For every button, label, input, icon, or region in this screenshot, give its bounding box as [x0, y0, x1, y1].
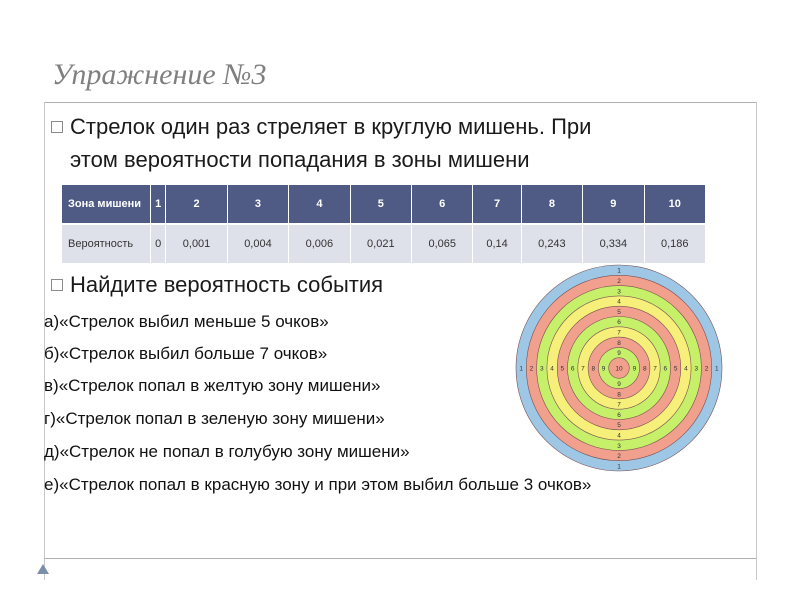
table-cell: 5 — [350, 185, 411, 224]
bullet-icon — [51, 121, 63, 133]
ring-label: 2 — [617, 277, 621, 285]
intro-text-line1: Стрелок один раз стреляет в круглую мишень. При — [70, 114, 592, 139]
table-cell: 0,001 — [166, 224, 227, 263]
ring-label: 1 — [617, 463, 621, 471]
ring-label: 4 — [684, 365, 688, 373]
ring-label: 4 — [550, 365, 554, 373]
ring-label: 9 — [617, 350, 621, 358]
table-row — [62, 224, 706, 263]
table-cell: 0,186 — [644, 224, 705, 263]
right-frame-line — [756, 102, 757, 580]
ring-label: 1 — [715, 365, 719, 373]
ring-label: 9 — [632, 365, 637, 373]
slide-title: Упражнение №3 — [52, 58, 267, 91]
bottom-divider — [44, 558, 756, 559]
bullet-icon — [51, 279, 63, 291]
ring-label: 1 — [617, 267, 621, 275]
ring-label: 3 — [617, 288, 621, 296]
ring-label: 4 — [617, 298, 621, 306]
intro-text-line2: этом вероятности попадания в зоны мишени — [70, 147, 530, 172]
title-divider — [44, 102, 756, 103]
ring-label: 5 — [560, 365, 565, 373]
table-cell: 0,006 — [289, 224, 350, 263]
ring-label: 8 — [642, 365, 647, 373]
table-cell: 3 — [227, 185, 288, 224]
table-cell: 0,065 — [412, 224, 473, 263]
ring-label: 6 — [617, 411, 621, 419]
task-item-d: г)«Стрелок попал в зеленую зону мишени» — [44, 409, 385, 428]
ring-label: 9 — [617, 380, 621, 388]
ring-label: 5 — [617, 308, 621, 316]
ring-label: 6 — [617, 319, 621, 327]
probability-table — [62, 185, 706, 263]
nav-arrow-icon[interactable] — [37, 564, 49, 574]
ring-label: 6 — [570, 365, 575, 373]
ring-label: 8 — [617, 339, 621, 347]
ring-label: 5 — [673, 365, 678, 373]
task-item-a: а)«Стрелок выбил меньше 5 очков» — [44, 312, 329, 331]
task-item-b: б)«Стрелок выбил больше 7 очков» — [44, 344, 328, 363]
ring-label: 2 — [617, 453, 621, 461]
table-cell: 0 — [151, 224, 166, 263]
ring-label: 2 — [704, 365, 709, 373]
ring-label: 10 — [615, 365, 623, 373]
ring-label: 7 — [617, 401, 621, 409]
ring-label: 5 — [617, 422, 621, 430]
ring-label: 3 — [617, 442, 621, 450]
table-cell: 0,14 — [473, 224, 521, 263]
table-cell: 8 — [521, 185, 582, 224]
table-cell: 0,004 — [227, 224, 288, 263]
task-item-e: д)«Стрелок не попал в голубую зону мишени» — [44, 442, 410, 461]
table-cell: 2 — [166, 185, 227, 224]
ring-label: 3 — [539, 365, 544, 373]
table-cell: 6 — [412, 185, 473, 224]
table-cell: 0,243 — [521, 224, 582, 263]
ring-label: 4 — [617, 432, 621, 440]
task-item-c: в)«Стрелок попал в желтую зону мишени» — [44, 376, 381, 395]
table-cell: 7 — [473, 185, 521, 224]
target-image — [513, 262, 725, 474]
left-frame-line — [44, 102, 45, 580]
ring-label: 6 — [663, 365, 668, 373]
task-heading: Найдите вероятность события — [70, 272, 384, 297]
ring-label: 7 — [581, 365, 585, 373]
ring-label: 7 — [617, 329, 621, 337]
ring-label: 3 — [694, 365, 699, 373]
table-cell: 10 — [644, 185, 705, 224]
ring-label: 7 — [653, 365, 657, 373]
table-header-row — [62, 185, 706, 224]
task-item-f: е)«Стрелок попал в красную зону и при этом выбил больше 3 очков» — [44, 475, 592, 494]
table-cell: 4 — [289, 185, 350, 224]
table-cell: Вероятность — [62, 224, 151, 263]
table-cell: 0,334 — [583, 224, 644, 263]
ring-label: 1 — [519, 365, 523, 373]
table-cell: Зона мишени — [62, 185, 151, 224]
table-cell: 1 — [151, 185, 166, 224]
ring-label: 9 — [601, 365, 606, 373]
ring-label: 8 — [591, 365, 596, 373]
ring-label: 2 — [529, 365, 534, 373]
table-cell: 9 — [583, 185, 644, 224]
table-cell: 0,021 — [350, 224, 411, 263]
ring-label: 8 — [617, 391, 621, 399]
